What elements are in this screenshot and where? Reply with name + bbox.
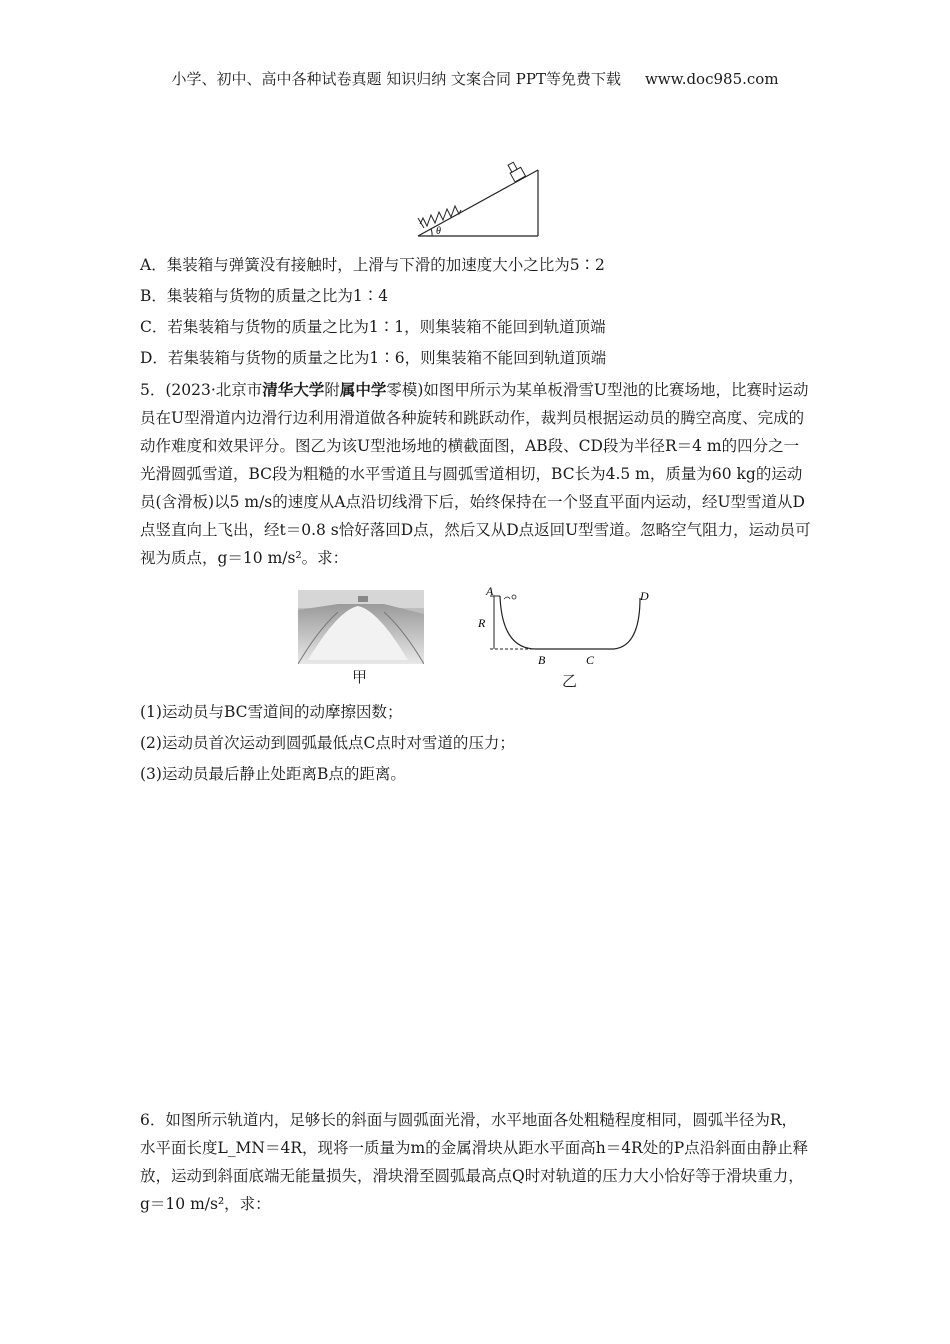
question-6: 6．如图所示轨道内，足够长的斜面与圆弧面光滑，水平地面各处粗糙程度相同，圆弧半径为R，水平面长度L_MN＝4R，现将一质量为m的金属滑块从距水平面高h＝4R处的P点沿斜面由静止释放，运动到斜面底端无能量损失，滑块滑至圆弧最高点Q时对轨道的压力大小恰好等于滑块重力，g＝10 m/s²，求： [140,1111,809,1213]
page-header [0,68,950,89]
header-text: 小学、初中、高中各种试卷真题 知识归纳 文案合同 PPT等免费下载 [171,70,621,88]
q5-text-2: AB段、CD段为半径R＝4 m的四分之一光滑圆弧雪道，BC段为粗糙的水平雪道且与圆弧雪道相切，BC长为4.5 m，质量为60 kg的运动员(含滑板)以5 m/s的速度从A点沿切线滑下后，始终保持在一个竖直平面内运动，经U型雪道从D点竖直向上飞出，经t＝0.8 s恰好落回D点，然后又从D点返回U型雪道。忽略空气阻力，运动员可视为质点，g＝10 m/s²。求： [140,437,811,567]
point-d-label: D [640,589,649,603]
option-a: A．集装箱与弹簧没有接触时，上滑与下滑的加速度大小之比为5∶2 [140,256,605,274]
option-d: D．若集装箱与货物的质量之比为1∶6，则集装箱不能回到轨道顶端 [140,349,607,367]
incline-figure [410,148,550,240]
radius-label: R [478,616,486,630]
theta-label: θ [436,226,441,237]
fig-label-yi: 乙 [562,672,578,690]
point-a-label: A [486,584,494,598]
question-5: 5．(2023·北京市清华大学附属中学零模)如图甲所示为某单板滑雪U型池的比赛场地，比赛时运动员在U型滑道内边滑行边利用滑道做各种旋转和跳跃动作，裁判员根据运动员的腾空高度、完成的动作难度和效果评分。图乙为该U型池场地的横截面图，AB段、CD段为半径R＝4 m的四分之一光滑圆弧雪道，BC段为粗糙的水平雪道且与圆弧雪道相切，BC长为4.5 m，质量为60 kg的运动员(含滑板)以5 m/s的速度从A点沿切线滑下后，始终保持在一个竖直平面内运动，经U型雪道从D点竖直向上飞出，经t＝0.8 s恰好落回D点，然后又从D点返回U型雪道。忽略空气阻力，运动员可视为质点，g＝10 m/s²。求： [140,380,811,567]
q5-sub-3: (3)运动员最后静止处距离B点的距离。 [140,765,406,783]
option-b: B．集装箱与货物的质量之比为1∶4 [140,287,389,305]
halfpipe-cross-section [474,584,690,670]
q5-sub-2: (2)运动员首次运动到圆弧最低点C点时对雪道的压力； [140,734,515,752]
q5-text-1: 如图甲所示为某单板滑雪U型池的比赛场地，比赛时运动员在U型滑道内边滑行边利用滑道做各种旋转和跳跃动作，裁判员根据运动员的腾空高度、完成的动作难度和效果评分。图乙为该U型池场地的横截面图， [140,381,809,455]
point-c-label: C [586,653,595,667]
q5-sub-1: (1)运动员与BC雪道间的动摩擦因数； [140,703,403,721]
header-url[interactable]: www.doc985.com [644,70,779,88]
option-c: C．若集装箱与货物的质量之比为1∶1，则集装箱不能回到轨道顶端 [140,318,606,336]
q5-number: 5． [140,381,166,399]
fig-label-jia: 甲 [352,668,368,686]
q5-source-pre: (2023·北京市 [165,381,263,399]
point-b-label: B [538,653,546,667]
halfpipe-photo [298,590,424,664]
